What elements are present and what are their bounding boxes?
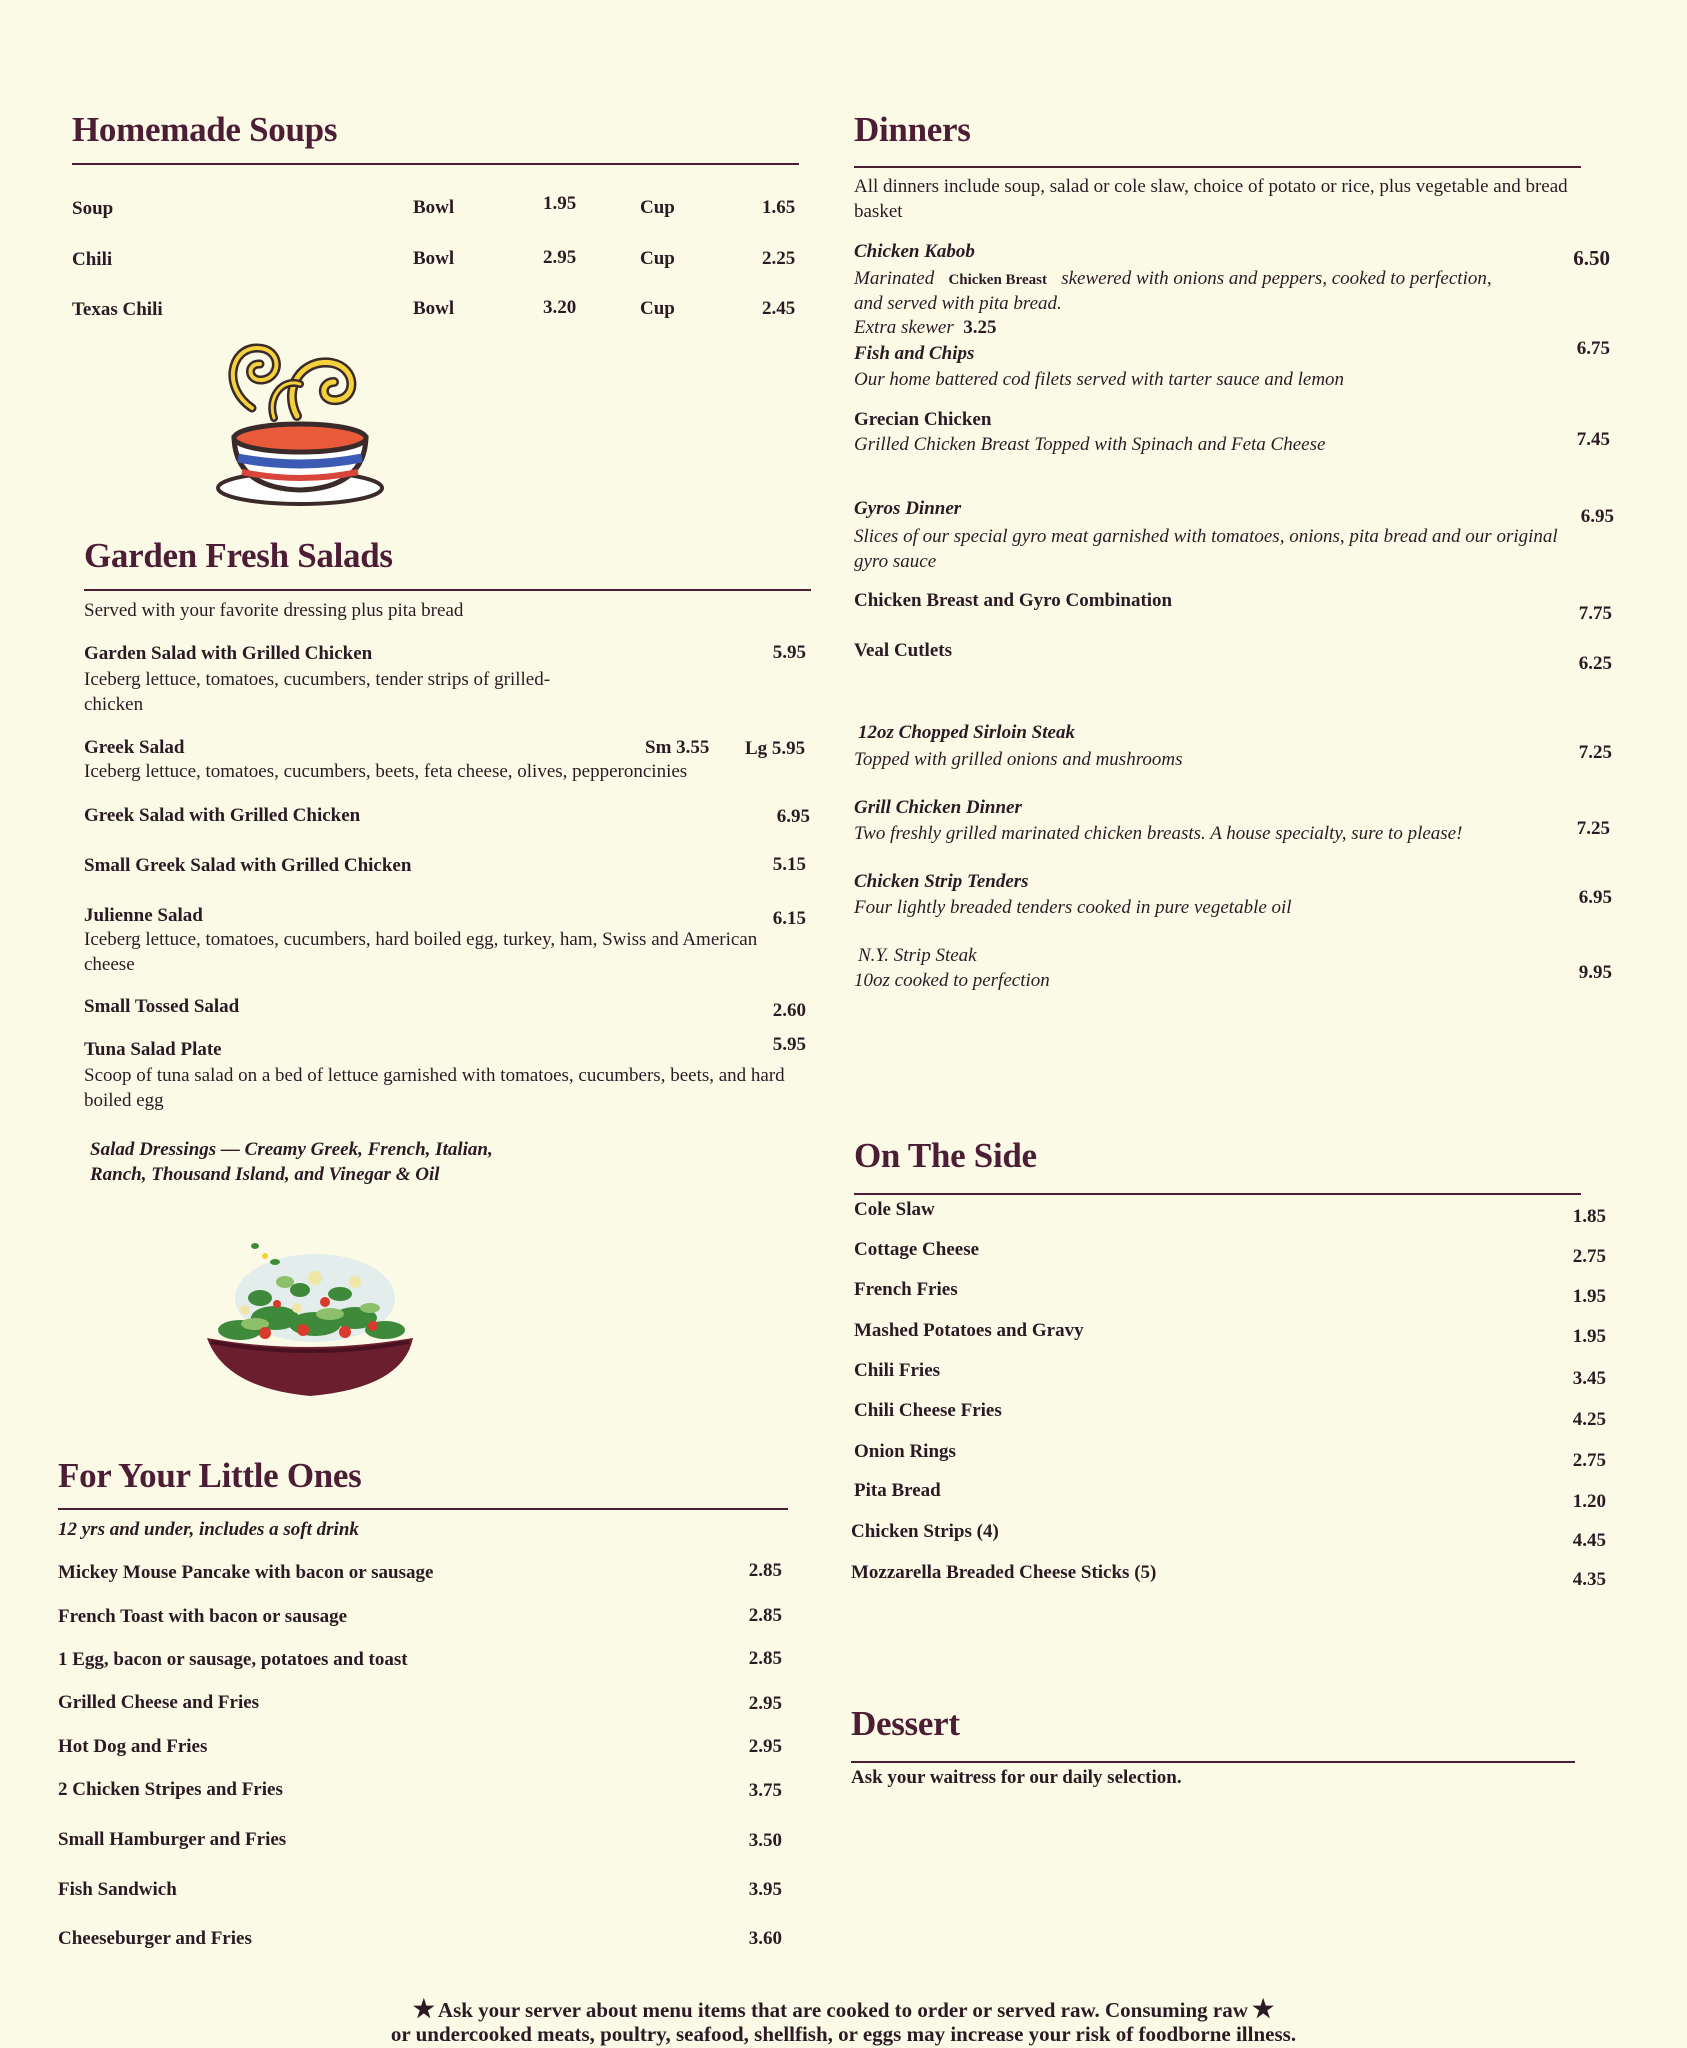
kids-item-price: 2.85 xyxy=(748,1605,782,1626)
cup-price: 2.45 xyxy=(762,298,796,319)
soups-title: Homemade Soups xyxy=(72,110,338,149)
sides-title: On The Side xyxy=(854,1136,1037,1175)
side-name: Mashed Potatoes and Gravy xyxy=(854,1320,1084,1341)
star-icon: ✭ xyxy=(1253,1997,1274,2023)
dessert-rule xyxy=(851,1761,1575,1763)
dinner-desc: Grilled Chicken Breast Topped with Spinach and Feta Cheese xyxy=(854,434,1326,455)
bowl-price: 1.95 xyxy=(543,193,577,214)
dessert-text: Ask your waitress for our daily selection. xyxy=(851,1767,1182,1788)
salads-title: Garden Fresh Salads xyxy=(84,536,393,575)
cup-price: 1.65 xyxy=(762,197,796,218)
soups-rule xyxy=(72,163,799,165)
cup-price: 2.25 xyxy=(762,248,796,269)
dinner-name: Grecian Chicken xyxy=(854,409,992,430)
dinner-desc: Four lightly breaded tenders cooked in pure vegetable oil xyxy=(854,897,1292,918)
side-price: 1.95 xyxy=(1572,1286,1606,1307)
side-price: 2.75 xyxy=(1572,1450,1606,1471)
side-name: Mozzarella Breaded Cheese Sticks (5) xyxy=(851,1562,1157,1583)
bowl-price: 2.95 xyxy=(543,247,577,268)
salad-name: Julienne Salad xyxy=(84,905,203,926)
dinner-price: 6.75 xyxy=(1576,338,1610,359)
dinner-price: 6.95 xyxy=(1578,887,1612,908)
dinner-extra xyxy=(854,317,996,339)
salad-desc: Iceberg lettuce, tomatoes, cucumbers, beets, feta cheese, olives, pepperoncinies xyxy=(84,761,688,782)
dinner-price: 9.95 xyxy=(1578,962,1612,983)
kids-item-price: 2.85 xyxy=(748,1648,782,1669)
dinner-desc: and served with pita bread. xyxy=(854,293,1062,314)
dinner-price: 7.25 xyxy=(1578,742,1612,763)
side-price: 1.85 xyxy=(1572,1206,1606,1227)
kids-item-price: 2.95 xyxy=(748,1693,782,1714)
kids-item-name: 1 Egg, bacon or sausage, potatoes and toast xyxy=(58,1649,408,1670)
salad-price: 5.95 xyxy=(772,1034,806,1055)
salads-intro: Served with your favorite dressing plus pita bread xyxy=(84,600,464,621)
salad-price-large: Lg 5.95 xyxy=(745,738,806,759)
dinner-desc-part: Chicken Breast xyxy=(948,272,1047,288)
salad-price: 6.95 xyxy=(776,806,810,827)
kids-item-name: Fish Sandwich xyxy=(58,1879,177,1900)
dressings-line-1: Salad Dressings — Creamy Greek, French, Italian, xyxy=(90,1139,493,1160)
dinner-desc: Slices of our special gyro meat garnished with tomatoes, onions, pita bread and our original gyro sauce xyxy=(854,526,1558,572)
side-price: 4.25 xyxy=(1572,1409,1606,1430)
footer-line-1 xyxy=(0,1995,1687,2024)
dinner-price: 7.45 xyxy=(1576,429,1610,450)
dinner-desc: Topped with grilled onions and mushrooms xyxy=(854,749,1183,770)
salad-name: Tuna Salad Plate xyxy=(84,1039,222,1060)
dinners-rule xyxy=(854,166,1581,168)
dinners-intro: All dinners include soup, salad or cole slaw, choice of potato or rice, plus vegetable and bread basket xyxy=(854,176,1568,222)
kids-rule xyxy=(58,1508,788,1510)
footer-text: Ask your server about menu items that are cooked to order or served raw. Consuming raw xyxy=(437,1998,1248,2022)
salad-name: Small Tossed Salad xyxy=(84,996,240,1017)
extra-label: Extra skewer xyxy=(854,317,954,338)
dinner-name: Fish and Chips xyxy=(854,343,975,364)
bowl-label: Bowl xyxy=(413,248,455,269)
dressings-line-2: Ranch, Thousand Island, and Vinegar & Oil xyxy=(90,1164,440,1185)
salad-bowl-illustration xyxy=(205,1238,415,1403)
salad-name: Small Greek Salad with Grilled Chicken xyxy=(84,855,412,876)
kids-item-name: Small Hamburger and Fries xyxy=(58,1829,287,1850)
kids-item-name: French Toast with bacon or sausage xyxy=(58,1606,348,1627)
salad-name: Garden Salad with Grilled Chicken xyxy=(84,643,373,664)
kids-item-price: 2.95 xyxy=(748,1736,782,1757)
side-name: Cottage Cheese xyxy=(854,1239,980,1260)
footer-line-2: or undercooked meats, poultry, seafood, shellfish, or eggs may increase your risk of foodborne illness. xyxy=(390,2022,1297,2046)
dinner-name: Chicken Breast and Gyro Combination xyxy=(854,590,1173,611)
dinner-name: Grill Chicken Dinner xyxy=(854,797,1022,818)
salad-price-small: Sm 3.55 xyxy=(645,737,710,758)
kids-item-name: 2 Chicken Stripes and Fries xyxy=(58,1779,283,1800)
dinner-desc: Our home battered cod filets served with tarter sauce and lemon xyxy=(854,369,1345,390)
salads-rule xyxy=(84,589,811,591)
kids-item-name: Hot Dog and Fries xyxy=(58,1736,208,1757)
dinners-title: Dinners xyxy=(854,110,971,149)
salad-name: Greek Salad xyxy=(84,737,185,758)
kids-item-price: 3.95 xyxy=(748,1879,782,1900)
kids-item-price: 3.50 xyxy=(748,1830,782,1851)
salad-price: 2.60 xyxy=(772,1000,806,1021)
dinner-desc: 10oz cooked to perfection xyxy=(854,970,1050,991)
kids-item-name: Cheeseburger and Fries xyxy=(58,1928,252,1949)
side-price: 2.75 xyxy=(1572,1246,1606,1267)
bowl-price: 3.20 xyxy=(543,297,577,318)
bowl-label: Bowl xyxy=(413,298,455,319)
salad-price: 6.15 xyxy=(772,908,806,929)
side-name: French Fries xyxy=(854,1279,958,1300)
dinner-name: Gyros Dinner xyxy=(854,498,962,519)
dinner-name: Chicken Kabob xyxy=(854,241,975,262)
salad-price: 5.15 xyxy=(772,854,806,875)
kids-title: For Your Little Ones xyxy=(58,1456,362,1495)
dinner-price: 6.95 xyxy=(1580,506,1614,527)
cup-label: Cup xyxy=(640,248,675,269)
dinner-desc-part: Marinated xyxy=(854,268,935,289)
side-name: Cole Slaw xyxy=(854,1199,935,1220)
side-name: Onion Rings xyxy=(854,1441,956,1462)
dinner-desc-part: skewered with onions and peppers, cooked to perfection, xyxy=(1061,268,1492,289)
bowl-label: Bowl xyxy=(413,197,455,218)
extra-price: 3.25 xyxy=(963,317,997,338)
side-price: 1.95 xyxy=(1572,1326,1606,1347)
cup-label: Cup xyxy=(640,197,675,218)
dinner-desc xyxy=(854,268,1492,290)
dinner-name: N.Y. Strip Steak xyxy=(858,945,977,966)
kids-item-price: 2.85 xyxy=(748,1560,782,1581)
dinner-name: 12oz Chopped Sirloin Steak xyxy=(858,722,1075,743)
side-name: Pita Bread xyxy=(854,1480,941,1501)
soup-bowl-illustration xyxy=(212,318,388,508)
soup-name: Chili xyxy=(72,249,113,270)
side-name: Chicken Strips (4) xyxy=(851,1521,999,1542)
side-name: Chili Cheese Fries xyxy=(854,1400,1002,1421)
kids-item-name: Mickey Mouse Pancake with bacon or sausage xyxy=(58,1562,434,1583)
salad-desc: Scoop of tuna salad on a bed of lettuce garnished with tomatoes, cucumbers, beets, and hard boiled egg xyxy=(84,1065,785,1111)
dinner-price: 7.25 xyxy=(1576,818,1610,839)
sides-rule xyxy=(854,1193,1581,1195)
dinner-price: 6.25 xyxy=(1578,653,1612,674)
dinner-price: 7.75 xyxy=(1578,603,1612,624)
salad-desc: Iceberg lettuce, tomatoes, cucumbers, tender strips of grilled-chicken xyxy=(84,669,551,715)
kids-item-price: 3.75 xyxy=(748,1780,782,1801)
salad-price: 5.95 xyxy=(772,642,806,663)
kids-item-name: Grilled Cheese and Fries xyxy=(58,1692,260,1713)
side-price: 3.45 xyxy=(1572,1368,1606,1389)
salad-desc: Iceberg lettuce, tomatoes, cucumbers, hard boiled egg, turkey, ham, Swiss and American cheese xyxy=(84,929,758,975)
dinner-name: Chicken Strip Tenders xyxy=(854,871,1029,892)
star-icon: ✭ xyxy=(413,1997,434,2023)
dinner-desc: Two freshly grilled marinated chicken breasts. A house specialty, sure to please! xyxy=(854,823,1463,844)
cup-label: Cup xyxy=(640,298,675,319)
soup-name: Soup xyxy=(72,198,114,219)
side-price: 4.35 xyxy=(1572,1569,1606,1590)
side-price: 1.20 xyxy=(1572,1491,1606,1512)
salad-name: Greek Salad with Grilled Chicken xyxy=(84,805,361,826)
kids-intro: 12 yrs and under, includes a soft drink xyxy=(58,1519,359,1540)
side-price: 4.45 xyxy=(1572,1530,1606,1551)
soup-name: Texas Chili xyxy=(72,299,163,320)
dinner-price: 6.50 xyxy=(1573,246,1610,270)
kids-item-price: 3.60 xyxy=(748,1928,782,1949)
dessert-title: Dessert xyxy=(851,1704,960,1743)
dinner-name: Veal Cutlets xyxy=(854,640,952,661)
side-name: Chili Fries xyxy=(854,1360,941,1381)
